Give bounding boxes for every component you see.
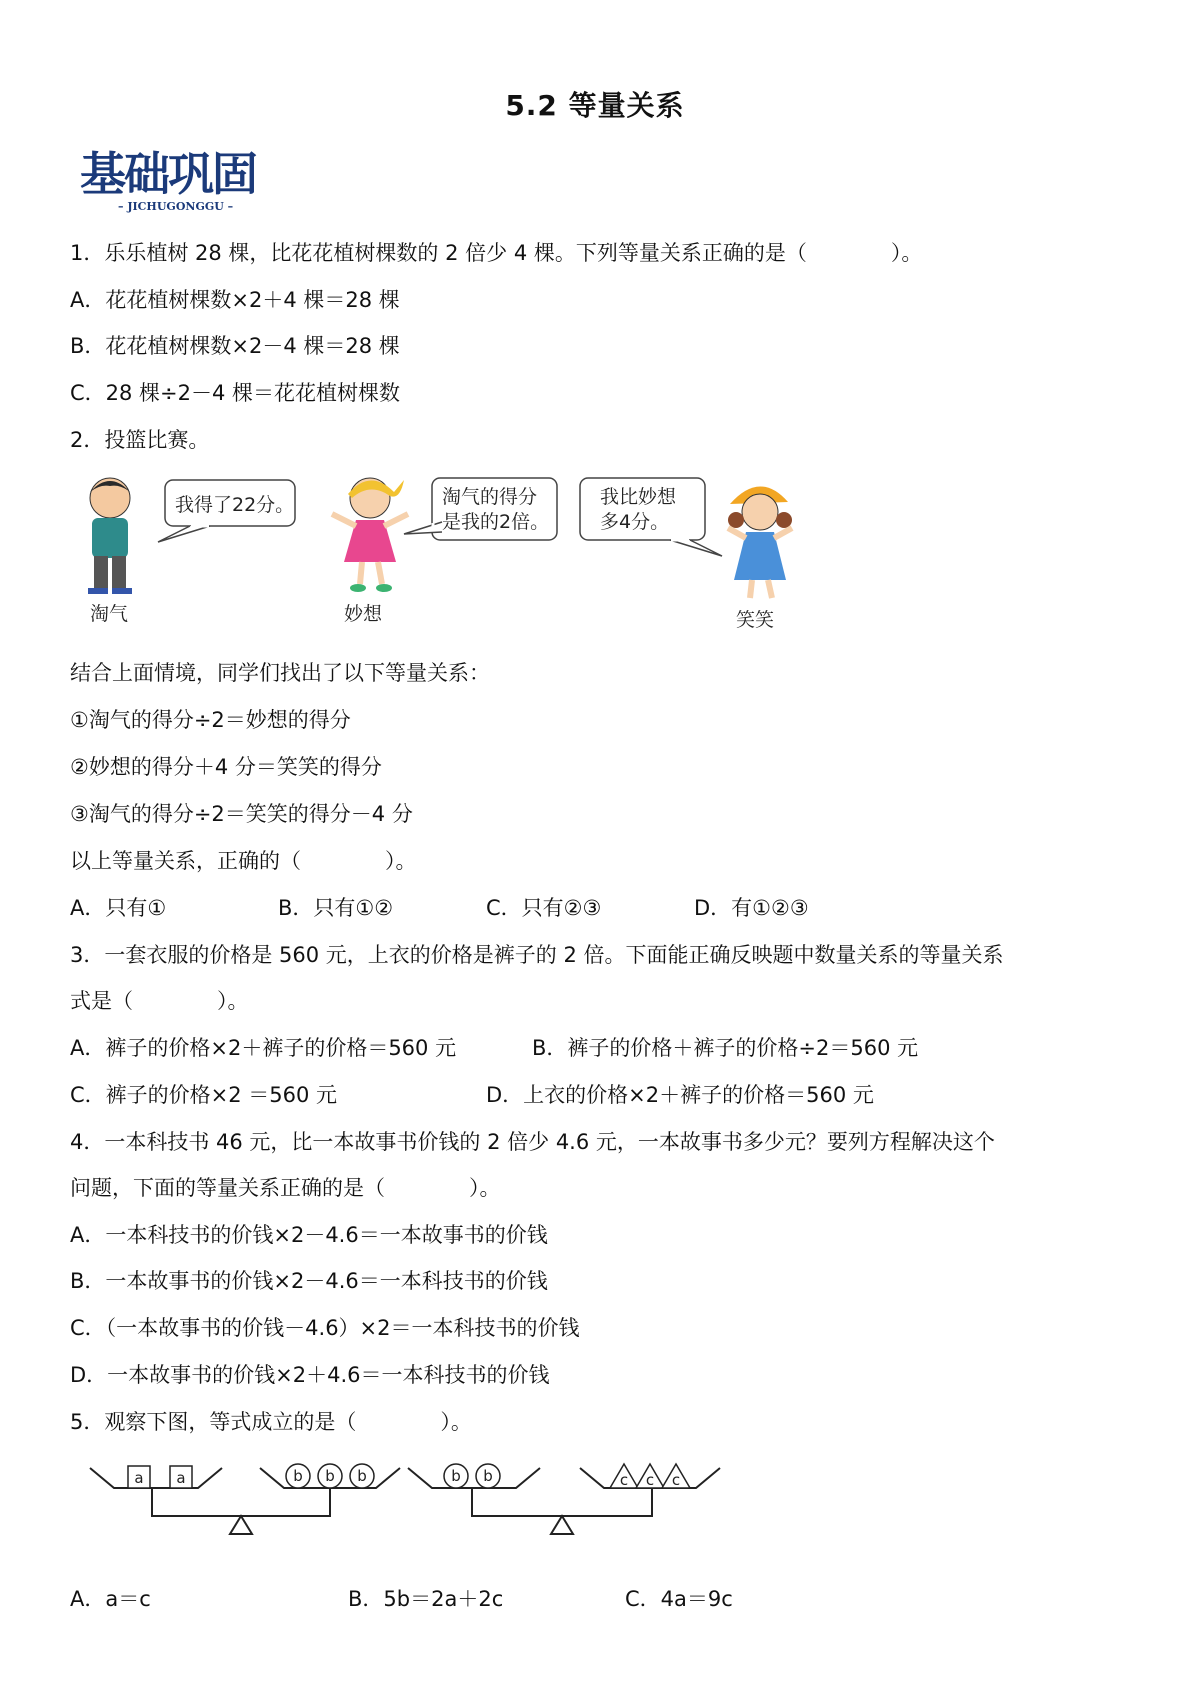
- q4-option-d[interactable]: D．一本故事书的价钱×2＋4.6＝一本科技书的价钱: [70, 1363, 550, 1387]
- basketball-scene: [70, 470, 870, 640]
- q5-option-c[interactable]: C．4a＝9c: [625, 1587, 733, 1611]
- ball-b-2: b: [325, 1467, 335, 1485]
- bubble-miaoxiang-line2: 是我的2倍。: [442, 511, 550, 533]
- q3-stem-line1: 3．一套衣服的价格是 560 元，上衣的价格是裤子的 2 倍。下面能正确反映题中数量关系的等量关系: [70, 943, 1004, 967]
- block-a-2: a: [176, 1469, 186, 1487]
- bubble-miaoxiang-line1: 淘气的得分: [442, 486, 538, 508]
- xiaoxiao-figure: [728, 486, 792, 598]
- q3-option-b[interactable]: B．裤子的价格＋裤子的价格÷2＝560 元: [532, 1036, 919, 1060]
- jichugonggu-logo: [78, 140, 298, 216]
- name-taoqi: 淘气: [90, 603, 129, 625]
- q4-option-c[interactable]: C．（一本故事书的价钱－4.6）×2＝一本科技书的价钱: [70, 1316, 580, 1340]
- q2-stem: 2．投篮比赛。: [70, 428, 210, 452]
- q1-option-c[interactable]: C．28 棵÷2－4 棵＝花花植树棵数: [70, 381, 401, 405]
- q2-option-c[interactable]: C．只有②③: [486, 896, 602, 920]
- q4-stem-line2: 问题，下面的等量关系正确的是（ ）。: [70, 1176, 501, 1200]
- q2-relation-2: ②妙想的得分＋4 分＝笑笑的得分: [70, 755, 382, 779]
- balance-diagram: [80, 1460, 800, 1560]
- q5-option-a[interactable]: A．a＝c: [70, 1587, 151, 1611]
- q2-intro: 结合上面情境，同学们找出了以下等量关系：: [70, 661, 490, 685]
- q2-option-b[interactable]: B．只有①②: [278, 896, 394, 920]
- bubble-taoqi-text: 我得了22分。: [175, 494, 295, 516]
- q4-option-a[interactable]: A．一本科技书的价钱×2－4.6＝一本故事书的价钱: [70, 1223, 548, 1247]
- taoqi-figure: [88, 478, 132, 594]
- ball-b-5: b: [483, 1467, 493, 1485]
- q3-stem-line2: 式是（ ）。: [70, 989, 249, 1013]
- q5-option-b[interactable]: B．5b＝2a＋2c: [348, 1587, 504, 1611]
- logo-sub-text: – JICHUGONGGU –: [118, 200, 234, 213]
- miaoxiang-figure: [332, 478, 408, 592]
- q3-option-a[interactable]: A．裤子的价格×2＋裤子的价格＝560 元: [70, 1036, 457, 1060]
- q1-option-b[interactable]: B．花花植树棵数×2－4 棵＝28 棵: [70, 334, 400, 358]
- ball-b-4: b: [451, 1467, 461, 1485]
- q3-option-c[interactable]: C．裤子的价格×2 ＝560 元: [70, 1083, 338, 1107]
- q3-option-d[interactable]: D．上衣的价格×2＋裤子的价格＝560 元: [486, 1083, 874, 1107]
- bubble-xiaoxiao-line2: 多4分。: [600, 511, 670, 533]
- q2-option-a[interactable]: A．只有①: [70, 896, 167, 920]
- q5-stem: 5．观察下图，等式成立的是（ ）。: [70, 1410, 472, 1434]
- q2-ask: 以上等量关系，正确的（ ）。: [70, 849, 417, 873]
- q4-stem-line1: 4．一本科技书 46 元，比一本故事书价钱的 2 倍少 4.6 元，一本故事书多少元？要列方程解决这个: [70, 1130, 995, 1154]
- q1-option-a[interactable]: A．花花植树棵数×2＋4 棵＝28 棵: [70, 288, 400, 312]
- name-miaoxiang: 妙想: [344, 603, 383, 625]
- ball-b-3: b: [357, 1467, 367, 1485]
- bubble-xiaoxiao-line1: 我比妙想: [600, 486, 677, 508]
- q1-stem: 1．乐乐植树 28 棵，比花花植树棵数的 2 倍少 4 棵。下列等量关系正确的是（ ）。: [70, 241, 923, 265]
- block-a-1: a: [134, 1469, 144, 1487]
- q2-option-d[interactable]: D．有①②③: [694, 896, 809, 920]
- cone-c-3: c: [671, 1471, 681, 1489]
- ball-b-1: b: [293, 1467, 303, 1485]
- q2-relation-1: ①淘气的得分÷2＝妙想的得分: [70, 708, 351, 732]
- logo-main-text: 基础巩固: [80, 147, 256, 201]
- cone-c-2: c: [645, 1471, 655, 1489]
- name-xiaoxiao: 笑笑: [736, 609, 775, 631]
- q4-option-b[interactable]: B．一本故事书的价钱×2－4.6＝一本科技书的价钱: [70, 1269, 548, 1293]
- cone-c-1: c: [619, 1471, 629, 1489]
- q2-relation-3: ③淘气的得分÷2＝笑笑的得分－4 分: [70, 802, 413, 826]
- page-title: 5.2 等量关系: [505, 89, 685, 122]
